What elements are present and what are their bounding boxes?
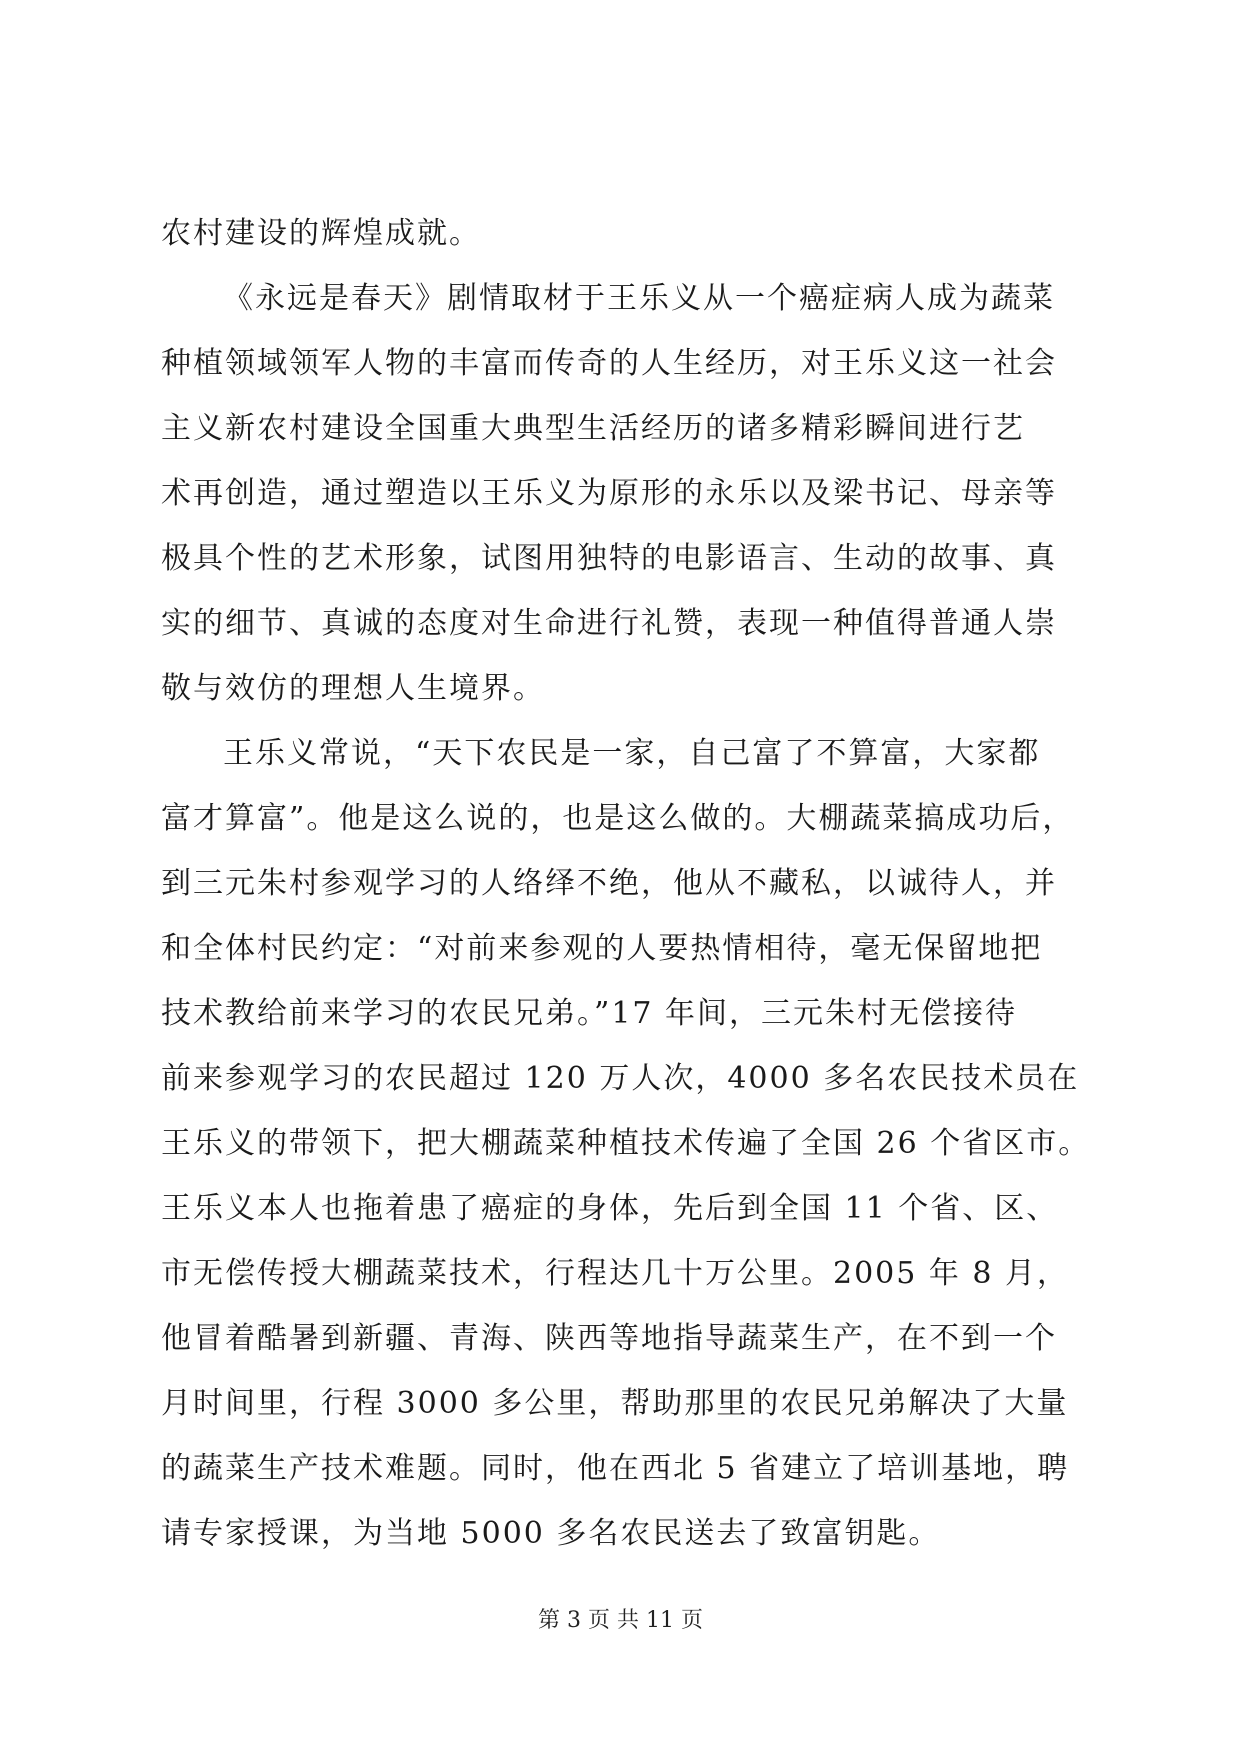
text-line: 敬与效仿的理想人生境界。: [161, 671, 545, 706]
text-line: 种植领域领军人物的丰富而传奇的人生经历，对王乐义这一社会: [161, 346, 1057, 381]
text-line: 术再创造，通过塑造以王乐义为原形的永乐以及梁书记、母亲等: [161, 476, 1057, 511]
text-line: 农村建设的辉煌成就。: [161, 216, 481, 251]
text-line: 实的细节、真诚的态度对生命进行礼赞，表现一种值得普通人崇: [161, 606, 1057, 641]
text-line: 主义新农村建设全国重大典型生活经历的诸多精彩瞬间进行艺: [161, 411, 1025, 446]
text-line: 到三元朱村参观学习的人络绎不绝，他从不藏私，以诚待人，并: [161, 866, 1057, 901]
text-line: 的蔬菜生产技术难题。同时，他在西北 5 省建立了培训基地，聘: [161, 1451, 1070, 1486]
text-line: 王乐义本人也拖着患了癌症的身体，先后到全国 11 个省、区、: [161, 1191, 1059, 1226]
text-line: 市无偿传授大棚蔬菜技术，行程达几十万公里。2005 年 8 月，: [161, 1256, 1070, 1291]
text-line: 他冒着酷暑到新疆、青海、陕西等地指导蔬菜生产，在不到一个: [161, 1321, 1057, 1356]
paragraph-start-line: 王乐义常说，“天下农民是一家，自己富了不算富，大家都: [223, 736, 1041, 771]
paragraph-start-line: 《永远是春天》剧情取材于王乐义从一个癌症病人成为蔬菜: [223, 281, 1055, 316]
text-line: 月时间里，行程 3000 多公里，帮助那里的农民兄弟解决了大量: [161, 1386, 1069, 1421]
text-line: 王乐义的带领下，把大棚蔬菜种植技术传遍了全国 26 个省区市。: [161, 1126, 1091, 1161]
text-line: 请专家授课，为当地 5000 多名农民送去了致富钥匙。: [161, 1516, 941, 1551]
text-line: 前来参观学习的农民超过 120 万人次，4000 多名农民技术员在: [161, 1061, 1080, 1096]
page-number-footer: 第 3 页 共 11 页: [538, 1608, 703, 1633]
text-line: 和全体村民约定：“对前来参观的人要热情相待，毫无保留地把: [161, 931, 1043, 966]
text-line: 富才算富”。他是这么说的，也是这么做的。大棚蔬菜搞成功后，: [161, 801, 1075, 836]
text-line: 技术教给前来学习的农民兄弟。”17 年间，三元朱村无偿接待: [161, 996, 1018, 1031]
text-line: 极具个性的艺术形象，试图用独特的电影语言、生动的故事、真: [161, 541, 1057, 576]
